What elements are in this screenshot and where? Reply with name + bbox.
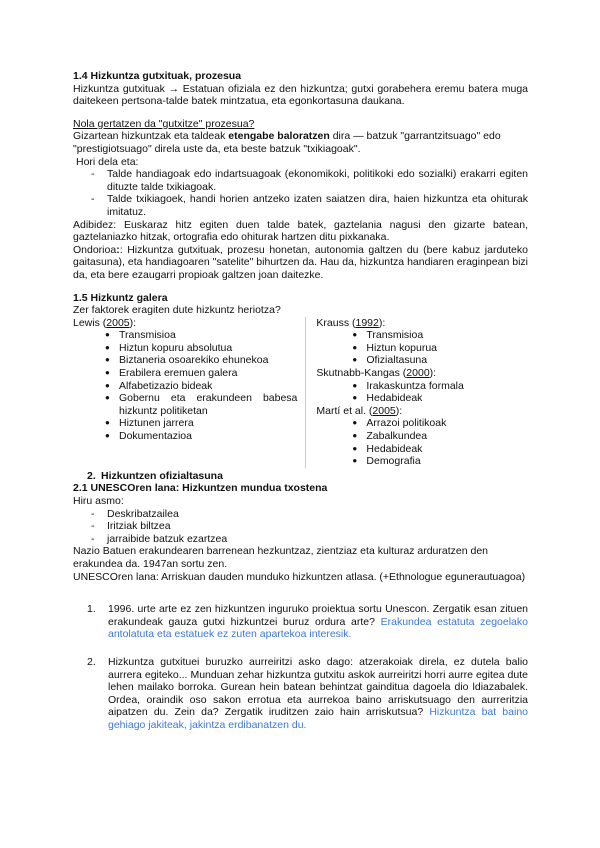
section-2-1-hiru: Hiru asmo: — [73, 495, 124, 507]
lewis-list — [73, 329, 297, 442]
heading-number: 2. — [87, 469, 96, 482]
list-item: ● Biztaneria osoarekiko ehunekoa — [73, 354, 297, 367]
list-item: ● Erabilera eremuen galera — [73, 367, 297, 380]
section-1-5-heading: 1.5 Hizkuntz galera — [73, 291, 168, 304]
author-krauss — [316, 317, 528, 330]
question-number: 2. — [87, 655, 96, 668]
section-1-4-heading: 1.4 Hizkuntza gutxituak, prozesua — [73, 70, 242, 82]
list-item: - Deskribatzailea — [73, 508, 528, 521]
left-column — [73, 317, 305, 468]
text-segment: Skutnabb-Kangas ( — [316, 367, 407, 380]
section-2-1-heading: 2.1 UNESCOren lana: Hizkuntzen mundua txostena — [73, 482, 328, 495]
section-2-1-paragraph: Nazio Batuen erakundearen barrenean hezkuntzaz, zientziaz eta kulturaz arduratzen den erakundea da. 1947an sortu zen. — [73, 545, 489, 570]
section-1-4-hori: Hori dela eta: — [76, 155, 139, 168]
list-item: ● Dokumentazioa — [73, 430, 297, 443]
text-segment: ): — [395, 404, 403, 417]
section-1-4-definition: Hizkuntza gutxituak → Estatuan ofiziala ez den hizkuntza; gutxi gorabehera eremu batera muga daitekeen pertsona-talde batek mintzatua, eta egonkortasuna daukana. — [73, 82, 528, 108]
list-item: - Talde txikiagoek, handi horien antzeko izaten saiatzen dira, haien hizkuntza eta ohiturak imitatuz. — [73, 193, 528, 218]
text-segment: Lewis ( — [73, 316, 107, 329]
answer-text: Hizkuntza bat baino gehiago jakiteak, jakintza erdibanatzen du. — [108, 706, 528, 731]
text-segment: ): — [378, 316, 386, 329]
list-item: ● Gobernu eta erakundeen babesa hizkuntz politiketan — [73, 392, 297, 417]
list-item: - jarraibide batzuk ezartzea — [73, 533, 528, 546]
list-item: ● Hedabideak — [316, 443, 528, 456]
text-segment: Krauss ( — [316, 316, 356, 329]
author-skutnabb-kangas — [316, 367, 528, 380]
answer-text: Erakundea estatuta zegoelako antolatuta eta estatuek ez zuten apartekoa interesik. — [108, 615, 528, 641]
two-column-table — [73, 317, 528, 468]
list-item: ● Transmisioa — [73, 329, 297, 342]
list-item: - Iritziak biltzea — [73, 520, 528, 533]
text-segment: : Hizkuntza gutxituak, prozesu honetan, autonomia galtzen du (bere kabuz jarduteko gaitasuna), eta handiagoaren "satelite" bihurtzen da. Hau da, hizkuntza handiaren eraginpean bizi da, eta bere ezaugarri propioak galtzen joan daitezke. — [73, 243, 528, 281]
author-lewis — [73, 317, 297, 330]
list-item: ● Alfabetizazio bideak — [73, 380, 297, 393]
text-segment: ): — [129, 316, 137, 329]
list-item: ● Hedabideak — [316, 392, 528, 405]
krauss-list — [316, 329, 528, 367]
section-1-5-question: Zer faktorek eragiten dute hizkuntz heriotza? — [73, 304, 281, 317]
text-segment: : — [116, 243, 120, 256]
list-item: ● Hiztun kopuru absolutua — [73, 342, 297, 355]
text-segment: Martí et al. ( — [316, 404, 373, 417]
section-1-4-paragraph — [73, 130, 528, 155]
question-text: Hizkuntza gutxituei buruzko aurreiritzi asko dago: atzerakoiak direla, ez dutela balio aurrera egiteko... Munduan zehar hizkuntza gutxitu askok aurreiritzi horri aurre egitea dute lehen mailako borroka. Gurean hein batean behintzat gainditua dagoela dio ldiazabalek. Ordea, oraindik oso sakon errotua eta aurrekoa baino arriskutsuago den aurreritzia aipatzen du. Zein da? Zergatik iruditzen zaio hain arriskutsua? — [108, 655, 528, 719]
list-item: ● Hiztunen jarrera — [73, 417, 297, 430]
bold-term: etengabe baloratzen — [228, 130, 330, 143]
text-segment: ): — [429, 367, 437, 380]
citation-link[interactable]: 2005 — [372, 404, 396, 417]
list-item: ● Zabalkundea — [316, 430, 528, 443]
citation-link[interactable]: 2005 — [106, 316, 130, 329]
text-segment: Ondorioa — [73, 243, 117, 256]
question-text: 1996. urte arte ez zen hizkuntzen inguruko proiektua sortu Unescon. Zergatik esan zituen erakundeak gauza gutxi hizkuntzei buruz ordura arte? — [108, 603, 528, 628]
list-item: - Talde handiagoak edo indartsuagoak (ekonomikoki, politikoki edo sozialki) erakarri egiten dituzte talde txikiagoak. — [73, 168, 528, 193]
list-item: ● Transmisioa — [316, 329, 528, 342]
text-segment: Gizartean hizkuntzak eta taldeak — [73, 130, 229, 143]
list-item: ● Hiztun kopurua — [316, 342, 528, 355]
section-2-heading — [73, 470, 528, 483]
list-item: ● Irakaskuntza formala — [316, 380, 528, 393]
skutnabb-list — [316, 380, 528, 405]
list-item: ● Demografia — [316, 455, 528, 468]
section-1-4-question: Nola gertatzen da "gutxitze" prozesua? — [73, 117, 255, 130]
marti-list — [316, 417, 528, 467]
text-segment: dira — batzuk "garrantzitsuago" edo "prestigiotsuago" direla uste da, eta beste batzuk "txikiagoak". — [73, 130, 501, 155]
question-item — [73, 603, 528, 641]
document-content — [73, 70, 528, 732]
section-2-1-list — [73, 508, 528, 546]
heading-text: Hizkuntzen ofizialtasuna — [101, 469, 223, 482]
section-1-4-conclusion — [73, 244, 528, 282]
author-marti — [316, 405, 528, 418]
citation-link[interactable]: 1992 — [355, 316, 379, 329]
section-1-4-list — [73, 168, 528, 218]
list-item: ● Arrazoi politikoak — [316, 417, 528, 430]
section-1-4-example: Adibidez: Euskaraz hitz egiten duen talde batek, gaztelania nagusi den gizarte batean, gaztelaniazko hitzak, ortografia edo ohiturak hartzen ditu pixkanaka. — [73, 218, 528, 244]
list-item: ● Ofizialtasuna — [316, 354, 528, 367]
citation-link[interactable]: 2000 — [406, 367, 430, 380]
question-number: 1. — [87, 603, 96, 616]
question-list — [73, 603, 528, 731]
section-2-1-unesco: UNESCOren lana: Arriskuan dauden munduko hizkuntzen atlasa. (+Ethnologue egunerautuagoa) — [73, 570, 526, 583]
question-item — [73, 656, 528, 732]
right-column — [305, 317, 528, 468]
